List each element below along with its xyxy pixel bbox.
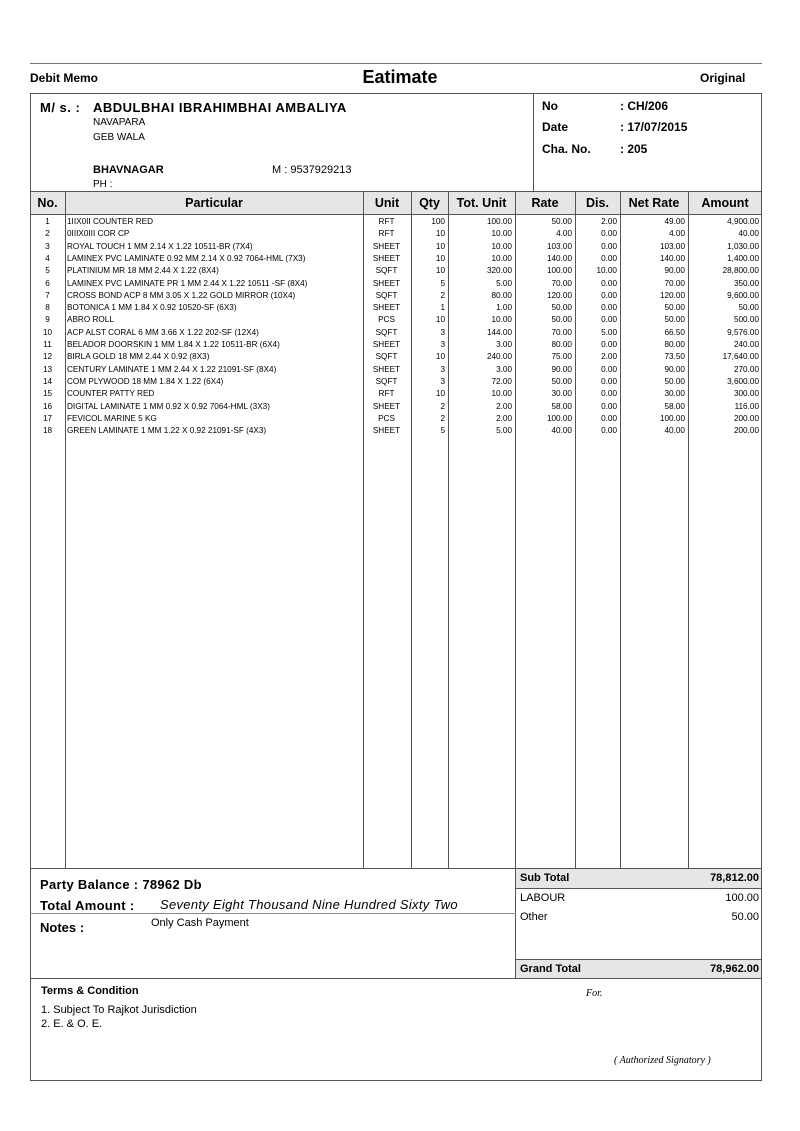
cell-qty: 10 — [435, 229, 445, 239]
party-phone: PH : — [93, 179, 113, 190]
cell-unit: RFT — [378, 229, 395, 239]
cell-discount: 0.00 — [601, 253, 617, 263]
cell-net-rate: 100.00 — [659, 413, 685, 423]
cell-rate: 140.00 — [546, 253, 572, 263]
cell-discount: 0.00 — [601, 278, 617, 288]
table-row — [30, 327, 762, 339]
cell-discount: 5.00 — [601, 327, 617, 337]
cell-net-rate: 40.00 — [664, 426, 685, 436]
cell-rate: 50.00 — [551, 376, 572, 386]
cell-amount: 1,400.00 — [727, 253, 759, 263]
cell-unit: SHEET — [372, 364, 401, 374]
cell-total-unit: 320.00 — [486, 266, 512, 276]
cell-no: 16 — [42, 401, 53, 411]
cell-no: 9 — [45, 315, 50, 325]
table-row — [30, 228, 762, 240]
cell-unit: SHEET — [372, 303, 401, 313]
cell-no: 2 — [45, 229, 50, 239]
cell-qty: 3 — [440, 364, 445, 374]
cell-particular: COM PLYWOOD 18 MM 1.84 X 1.22 (6X4) — [67, 376, 224, 386]
cell-particular: LAMINEX PVC LAMINATE 0.92 MM 2.14 X 0.92 7064-HML (7X3) — [67, 253, 306, 263]
cell-rate: 58.00 — [551, 401, 572, 411]
notes-label: Notes : — [40, 920, 85, 935]
cell-discount: 2.00 — [601, 352, 617, 362]
challan-label: Cha. No. — [542, 142, 591, 156]
cell-discount: 0.00 — [601, 229, 617, 239]
other-label: Other — [520, 911, 548, 923]
term-item: 2. E. & O. E. — [41, 1018, 103, 1030]
cell-qty: 5 — [440, 278, 445, 288]
other-value: 50.00 — [731, 911, 759, 923]
cell-rate: 70.00 — [551, 278, 572, 288]
party-address-line2: GEB WALA — [93, 132, 145, 143]
cell-rate: 75.00 — [551, 352, 572, 362]
party-mobile: M : 9537929213 — [272, 164, 352, 176]
cell-total-unit: 72.00 — [491, 376, 512, 386]
cell-qty: 10 — [435, 389, 445, 399]
cell-particular: BIRLA GOLD 18 MM 2.44 X 0.92 (8X3) — [67, 352, 210, 362]
cell-discount: 0.00 — [601, 340, 617, 349]
col-particular: Particular — [185, 196, 243, 210]
cell-amount: 200.00 — [733, 413, 759, 423]
table-row — [30, 253, 762, 265]
table-row — [30, 401, 762, 413]
table-row — [30, 425, 762, 437]
cell-discount: 2.00 — [601, 217, 617, 226]
cell-total-unit: 1.00 — [496, 303, 512, 313]
cell-qty: 5 — [440, 426, 445, 436]
cell-total-unit: 3.00 — [496, 340, 512, 349]
cell-qty: 1 — [440, 303, 445, 313]
cell-net-rate: 90.00 — [664, 266, 685, 276]
cell-particular: CROSS BOND ACP 8 MM 3.05 X 1.22 GOLD MIRROR (10X4) — [67, 290, 296, 300]
cell-amount: 17,640.00 — [722, 352, 759, 362]
cell-unit: SHEET — [372, 241, 401, 251]
cell-net-rate: 140.00 — [659, 253, 685, 263]
table-row — [30, 376, 762, 388]
col-rate: Rate — [531, 196, 559, 210]
cell-rate: 50.00 — [551, 217, 572, 226]
cell-no: 4 — [45, 253, 50, 263]
cell-net-rate: 4.00 — [669, 229, 685, 239]
cell-unit: SHEET — [372, 401, 401, 411]
cell-qty: 100 — [431, 217, 445, 226]
copy-type: Original — [700, 71, 746, 85]
cell-no: 1 — [45, 217, 50, 226]
cell-amount: 500.00 — [733, 315, 759, 325]
cell-unit: SHEET — [372, 426, 401, 436]
cell-total-unit: 3.00 — [496, 364, 512, 374]
table-row — [30, 241, 762, 253]
cell-total-unit: 100.00 — [486, 217, 512, 226]
cell-discount: 0.00 — [601, 389, 617, 399]
table-row — [30, 364, 762, 376]
cell-rate: 50.00 — [551, 315, 572, 325]
cell-no: 7 — [45, 290, 50, 300]
col-no: No. — [37, 196, 58, 210]
cell-unit: SQFT — [375, 290, 398, 300]
cell-rate: 40.00 — [551, 426, 572, 436]
cell-discount: 0.00 — [601, 241, 617, 251]
cell-unit: SHEET — [372, 340, 401, 349]
cell-unit: RFT — [378, 217, 395, 226]
table-row — [30, 388, 762, 400]
cell-qty: 2 — [440, 290, 445, 300]
cell-no: 17 — [42, 413, 53, 423]
cell-rate: 4.00 — [556, 229, 572, 239]
cell-qty: 10 — [435, 241, 445, 251]
cell-no: 10 — [42, 327, 53, 337]
cell-particular: GREEN LAMINATE 1 MM 1.22 X 0.92 21091-SF (4X3) — [67, 426, 267, 436]
grand-total-label: Grand Total — [520, 963, 581, 975]
cell-qty: 10 — [435, 352, 445, 362]
cell-unit: SQFT — [375, 352, 398, 362]
cell-net-rate: 49.00 — [664, 217, 685, 226]
cell-particular: DIGITAL LAMINATE 1 MM 0.92 X 0.92 7064-HML (3X3) — [67, 401, 270, 411]
party-balance: Party Balance : 78962 Db — [40, 877, 202, 892]
cell-amount: 9,600.00 — [727, 290, 759, 300]
cell-rate: 50.00 — [551, 303, 572, 313]
cell-discount: 0.00 — [601, 290, 617, 300]
cell-discount: 0.00 — [601, 401, 617, 411]
cell-total-unit: 240.00 — [486, 352, 512, 362]
authorized-signatory: ( Authorized Signatory ) — [614, 1055, 711, 1066]
party-label: M/ s. : — [40, 100, 81, 115]
table-row — [30, 278, 762, 290]
cell-total-unit: 10.00 — [491, 241, 512, 251]
table-row — [30, 265, 762, 277]
col-net-rate: Net Rate — [628, 196, 680, 210]
cell-particular: COUNTER PATTY RED — [67, 389, 155, 399]
cell-discount: 0.00 — [601, 364, 617, 374]
cell-net-rate: 73.50 — [664, 352, 685, 362]
party-address-line1: NAVAPARA — [93, 117, 146, 128]
col-discount: Dis. — [586, 196, 609, 210]
cell-rate: 100.00 — [546, 413, 572, 423]
col-total-unit: Tot. Unit — [456, 196, 507, 210]
cell-net-rate: 50.00 — [664, 376, 685, 386]
subtotal-value: 78,812.00 — [710, 872, 759, 884]
cell-net-rate: 50.00 — [664, 315, 685, 325]
cell-no: 11 — [43, 340, 52, 349]
challan-value: : 205 — [620, 142, 648, 156]
cell-qty: 2 — [440, 413, 445, 423]
cell-discount: 0.00 — [601, 413, 617, 423]
col-qty: Qty — [419, 196, 440, 210]
cell-total-unit: 2.00 — [496, 413, 512, 423]
cell-net-rate: 50.00 — [664, 303, 685, 313]
cell-total-unit: 80.00 — [491, 290, 512, 300]
cell-amount: 240.00 — [733, 340, 759, 349]
cell-total-unit: 10.00 — [491, 229, 512, 239]
cell-net-rate: 30.00 — [664, 389, 685, 399]
labour-value: 100.00 — [725, 892, 759, 904]
cell-amount: 9,576.00 — [727, 327, 759, 337]
cell-amount: 200.00 — [733, 426, 759, 436]
cell-rate: 103.00 — [546, 241, 572, 251]
cell-amount: 350.00 — [733, 278, 759, 288]
cell-unit: RFT — [378, 389, 395, 399]
cell-no: 8 — [45, 303, 50, 313]
party-name: ABDULBHAI IBRAHIMBHAI AMBALIYA — [93, 100, 347, 115]
total-amount-label: Total Amount : — [40, 898, 135, 913]
cell-total-unit: 10.00 — [491, 389, 512, 399]
term-item: 1. Subject To Rajkot Jurisdiction — [41, 1004, 197, 1016]
cell-rate: 90.00 — [551, 364, 572, 374]
cell-particular: 0IIIX0III COR CP — [67, 229, 130, 239]
date-label: Date — [542, 120, 569, 134]
cell-amount: 28,800.00 — [722, 266, 759, 276]
cell-amount: 3,600.00 — [727, 376, 759, 386]
cell-total-unit: 5.00 — [496, 426, 512, 436]
cell-qty: 3 — [440, 376, 445, 386]
grand-total-value: 78,962.00 — [710, 963, 759, 975]
cell-unit: PCS — [378, 413, 395, 423]
for-label: For. — [586, 988, 603, 999]
cell-amount: 300.00 — [733, 389, 759, 399]
table-row — [30, 216, 762, 228]
terms-title: Terms & Condition — [41, 985, 139, 997]
cell-net-rate: 58.00 — [664, 401, 685, 411]
cell-unit: SHEET — [372, 278, 401, 288]
cell-particular: BOTONICA 1 MM 1.84 X 0.92 10520-SF (6X3) — [67, 303, 237, 313]
cell-rate: 120.00 — [546, 290, 572, 300]
party-meta-divider — [533, 93, 534, 191]
col-amount: Amount — [701, 196, 749, 210]
cell-particular: ACP ALST CORAL 6 MM 3.66 X 1.22 202-SF (12X4) — [67, 327, 259, 337]
total-amount-words: Seventy Eight Thousand Nine Hundred Sixty Two — [160, 897, 458, 912]
subtotal-rule — [516, 888, 762, 889]
col-unit: Unit — [374, 196, 400, 210]
labour-label: LABOUR — [520, 892, 566, 904]
cell-discount: 10.00 — [596, 266, 617, 276]
notes-value: Only Cash Payment — [151, 917, 249, 929]
table-row — [30, 351, 762, 363]
cell-particular: CENTURY LAMINATE 1 MM 2.44 X 1.22 21091-SF (8X4) — [67, 364, 277, 374]
cell-qty: 3 — [440, 327, 445, 337]
cell-particular: PLATINIUM MR 18 MM 2.44 X 1.22 (8X4) — [67, 266, 219, 276]
cell-net-rate: 70.00 — [664, 278, 685, 288]
cell-particular: BELADOR DOORSKIN 1 MM 1.84 X 1.22 10511-BR (6X4) — [67, 340, 280, 349]
cell-rate: 80.00 — [551, 340, 572, 349]
cell-total-unit: 144.00 — [486, 327, 512, 337]
date-value: : 17/07/2015 — [620, 120, 688, 134]
top-rule — [30, 63, 762, 64]
memo-no-value: : CH/206 — [620, 99, 669, 113]
cell-unit: SQFT — [375, 327, 398, 337]
cell-particular: ABRO ROLL — [67, 315, 114, 325]
cell-no: 13 — [42, 364, 53, 374]
cell-unit: SQFT — [375, 266, 398, 276]
cell-amount: 40.00 — [738, 229, 759, 239]
cell-no: 15 — [42, 389, 53, 399]
cell-total-unit: 10.00 — [491, 253, 512, 263]
cell-total-unit: 2.00 — [496, 401, 512, 411]
cell-rate: 30.00 — [551, 389, 572, 399]
memo-no-label: No — [542, 99, 558, 113]
cell-amount: 116.00 — [734, 401, 759, 411]
cell-unit: SQFT — [375, 376, 398, 386]
cell-no: 6 — [45, 278, 50, 288]
total-notes-divider — [30, 913, 516, 914]
cell-particular: ROYAL TOUCH 1 MM 2.14 X 1.22 10511-BR (7X4) — [67, 241, 253, 251]
cell-discount: 0.00 — [601, 315, 617, 325]
subtotal-label: Sub Total — [520, 872, 570, 884]
cell-discount: 0.00 — [601, 303, 617, 313]
cell-net-rate: 80.00 — [664, 340, 685, 349]
cell-amount: 50.00 — [738, 303, 759, 313]
cell-net-rate: 66.50 — [664, 327, 685, 337]
document-title: Eatimate — [362, 67, 438, 87]
party-city: BHAVNAGAR — [93, 164, 164, 176]
cell-unit: PCS — [378, 315, 395, 325]
cell-amount: 4,900.00 — [727, 217, 759, 226]
cell-rate: 100.00 — [546, 266, 572, 276]
cell-no: 5 — [45, 266, 50, 276]
cell-net-rate: 120.00 — [659, 290, 685, 300]
table-row — [30, 302, 762, 314]
cell-qty: 10 — [435, 253, 445, 263]
cell-rate: 70.00 — [551, 327, 572, 337]
cell-particular: FEVICOL MARINE 5 KG — [67, 413, 157, 423]
cell-total-unit: 10.00 — [491, 315, 512, 325]
cell-discount: 0.00 — [601, 376, 617, 386]
cell-no: 18 — [42, 426, 53, 436]
cell-particular: 1IIX0II COUNTER RED — [67, 217, 153, 226]
cell-net-rate: 90.00 — [664, 364, 685, 374]
cell-net-rate: 103.00 — [659, 241, 685, 251]
cell-no: 14 — [42, 376, 53, 386]
cell-unit: SHEET — [372, 253, 401, 263]
cell-qty: 10 — [435, 266, 445, 276]
cell-particular: LAMINEX PVC LAMINATE PR 1 MM 2.44 X 1.22 10511 -SF (8X4) — [67, 278, 308, 288]
cell-qty: 10 — [435, 315, 445, 325]
table-row — [30, 290, 762, 302]
cell-no: 12 — [42, 352, 53, 362]
table-row — [30, 413, 762, 425]
cell-qty: 2 — [440, 401, 445, 411]
memo-type: Debit Memo — [30, 71, 99, 85]
cell-no: 3 — [45, 241, 50, 251]
cell-total-unit: 5.00 — [496, 278, 512, 288]
table-row — [30, 314, 762, 326]
cell-amount: 270.00 — [733, 364, 759, 374]
cell-qty: 3 — [440, 340, 445, 349]
cell-discount: 0.00 — [601, 426, 617, 436]
cell-amount: 1,030.00 — [727, 241, 759, 251]
table-row — [30, 339, 762, 351]
terms-top-rule — [30, 978, 762, 979]
